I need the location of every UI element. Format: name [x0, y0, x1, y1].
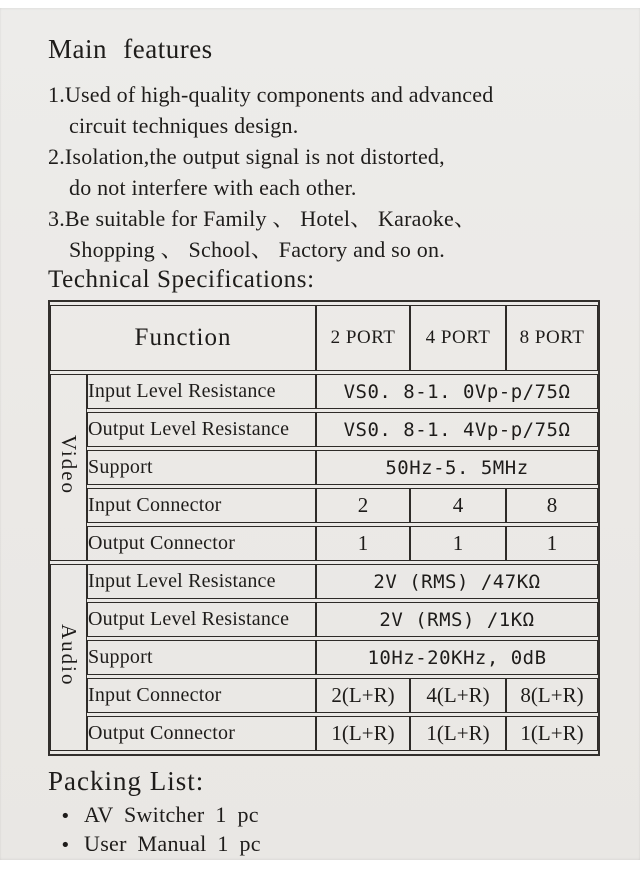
audio-group-label [50, 564, 87, 751]
spec-value-8port: 1 [506, 526, 598, 561]
packing-item-text: User Manual 1 pc [84, 831, 261, 856]
table-row [50, 602, 598, 637]
bullet-icon: • [60, 835, 71, 856]
scanned-manual-page [0, 8, 640, 860]
spec-value-8port: 1(L+R) [506, 716, 598, 751]
spec-value-4port: 4 [410, 488, 506, 523]
spec-value-4port: 4(L+R) [410, 678, 506, 713]
table-header-row [50, 305, 598, 371]
spec-value-2port: 1 [316, 526, 410, 561]
row-label: Input Connector [87, 488, 316, 523]
row-label: Output Level Resistance [87, 412, 316, 447]
list-item [60, 830, 602, 859]
row-label: Output Level Resistance [87, 602, 316, 637]
packing-list [48, 801, 602, 859]
feature-1-line-1: 1.Used of high-quality components and advanced [48, 82, 494, 107]
spec-value-2port: 2 [316, 488, 410, 523]
row-label: Output Connector [87, 716, 316, 751]
row-label: Input Connector [87, 678, 316, 713]
feature-1-line-2: circuit techniques design. [69, 113, 299, 138]
technical-specifications-heading: Technical Specifications: [48, 266, 315, 293]
table-row [50, 450, 598, 485]
bullet-icon: • [60, 806, 71, 827]
list-item [60, 801, 602, 830]
packing-item-text: AV Switcher 1 pc [84, 802, 259, 827]
row-label: Input Level Resistance [87, 564, 316, 599]
spec-value-2port: 1(L+R) [316, 716, 410, 751]
audio-group-label-text: Audio [57, 623, 81, 687]
feature-3-line-1: 3.Be suitable for Family 、 Hotel、 Karaoke、 [48, 206, 477, 231]
port-8-column-header: 8 PORT [506, 305, 598, 371]
row-label: Support [87, 640, 316, 675]
table-row [50, 564, 598, 599]
table-row [50, 488, 598, 523]
main-features-heading: Main features [48, 34, 213, 64]
port-2-column-header: 2 PORT [316, 305, 410, 371]
spec-value: VS0. 8-1. 4Vp-p/75Ω [316, 412, 598, 447]
video-group-label-text: Video [57, 434, 81, 496]
function-column-header: Function [50, 305, 316, 371]
spec-value-4port: 1 [410, 526, 506, 561]
spec-value: 50Hz-5. 5MHz [316, 450, 598, 485]
feature-3-line-2: Shopping 、 School、 Factory and so on. [69, 237, 445, 262]
table-row [50, 526, 598, 561]
specifications-table [48, 300, 600, 756]
spec-value-4port: 1(L+R) [410, 716, 506, 751]
table-row [50, 716, 598, 751]
feature-2-line-2: do not interfere with each other. [69, 175, 357, 200]
features-list [48, 79, 602, 265]
port-4-column-header: 4 PORT [410, 305, 506, 371]
spec-value-8port: 8 [506, 488, 598, 523]
packing-list-heading: Packing List: [48, 766, 205, 796]
spec-value-2port: 2(L+R) [316, 678, 410, 713]
table-row [50, 374, 598, 409]
spec-value-8port: 8(L+R) [506, 678, 598, 713]
feature-2-line-1: 2.Isolation,the output signal is not distorted, [48, 144, 445, 169]
spec-value: VS0. 8-1. 0Vp-p/75Ω [316, 374, 598, 409]
row-label: Output Connector [87, 526, 316, 561]
row-label: Support [87, 450, 316, 485]
spec-value: 10Hz-20KHz, 0dB [316, 640, 598, 675]
video-group-label [50, 374, 87, 561]
table-row [50, 640, 598, 675]
spec-value: 2V (RMS) /47KΩ [316, 564, 598, 599]
table-row [50, 412, 598, 447]
table-row [50, 678, 598, 713]
row-label: Input Level Resistance [87, 374, 316, 409]
spec-value: 2V (RMS) /1KΩ [316, 602, 598, 637]
